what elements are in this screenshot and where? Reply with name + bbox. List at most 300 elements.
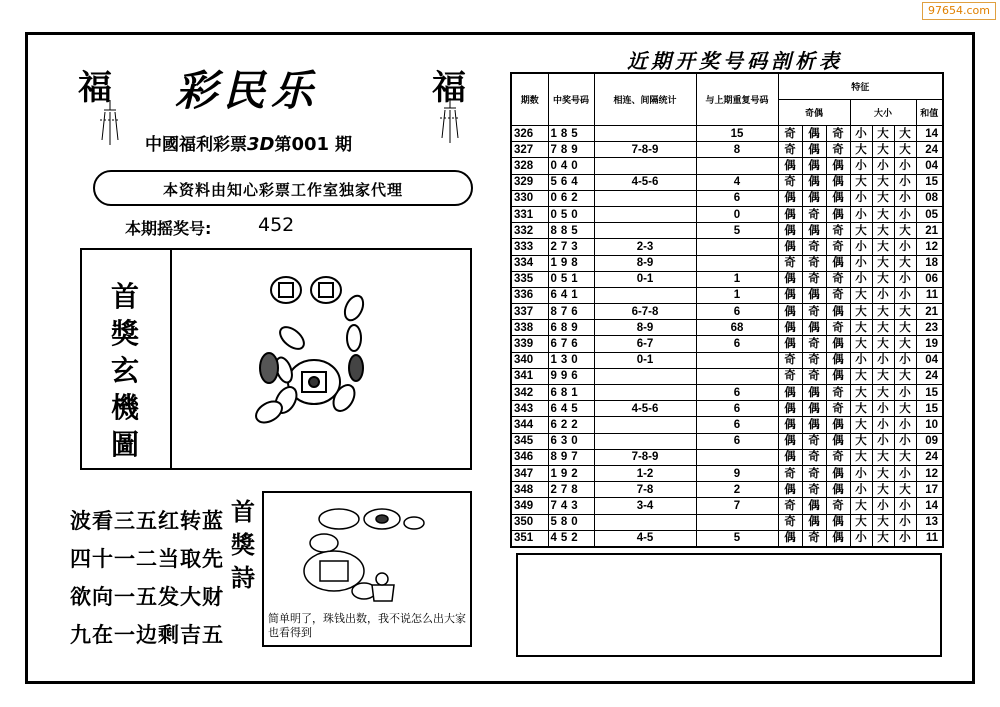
number-cell: 040 [548, 158, 594, 174]
odd-even-cell: 偶 [778, 271, 802, 287]
odd-even-cell: 奇 [802, 482, 826, 498]
odd-even-cell: 奇 [802, 352, 826, 368]
table-row [511, 352, 943, 368]
draw-number-label: 本期摇奖号: [125, 219, 212, 238]
pattern-cell: 0-1 [594, 271, 696, 287]
pattern-cell [594, 206, 696, 222]
odd-even-cell: 偶 [778, 530, 802, 547]
number-cell: 278 [548, 482, 594, 498]
odd-even-cell: 奇 [826, 401, 850, 417]
issue-cell: 327 [511, 142, 548, 158]
sum-cell: 21 [916, 223, 943, 239]
big-small-cell: 大 [894, 482, 916, 498]
big-small-cell: 小 [850, 206, 872, 222]
big-small-cell: 小 [894, 433, 916, 449]
odd-even-cell: 偶 [778, 158, 802, 174]
agency-banner: 本资料由知心彩票工作室独家代理 [93, 170, 473, 206]
big-small-cell: 大 [850, 320, 872, 336]
big-small-cell: 大 [894, 449, 916, 465]
table-row [511, 514, 943, 530]
odd-even-cell: 偶 [802, 190, 826, 206]
big-small-cell: 小 [850, 271, 872, 287]
big-small-cell: 大 [872, 271, 894, 287]
pattern-cell: 7-8-9 [594, 449, 696, 465]
big-small-cell: 小 [894, 514, 916, 530]
sum-cell: 24 [916, 368, 943, 384]
big-small-cell: 小 [894, 271, 916, 287]
big-small-cell: 小 [894, 190, 916, 206]
pattern-cell: 2-3 [594, 239, 696, 255]
big-small-cell: 大 [872, 304, 894, 320]
big-small-cell: 大 [850, 223, 872, 239]
coin-chain-illustration [174, 250, 470, 468]
repeat-cell: 68 [696, 320, 778, 336]
big-small-cell: 大 [872, 223, 894, 239]
table-title: 近期开奖号码剖析表 [627, 49, 843, 73]
big-small-cell: 小 [894, 385, 916, 401]
odd-even-cell: 偶 [778, 190, 802, 206]
header-number: 中奖号码 [548, 73, 594, 126]
odd-even-cell: 偶 [802, 126, 826, 142]
table-row [511, 206, 943, 222]
big-small-cell: 大 [872, 174, 894, 190]
odd-even-cell: 奇 [778, 352, 802, 368]
number-cell: 564 [548, 174, 594, 190]
issue-cell: 333 [511, 239, 548, 255]
odd-even-cell: 奇 [826, 271, 850, 287]
sum-cell: 05 [916, 206, 943, 222]
big-small-cell: 小 [872, 401, 894, 417]
table-row [511, 336, 943, 352]
pattern-cell: 8-9 [594, 320, 696, 336]
issue-cell: 347 [511, 465, 548, 481]
pattern-cell: 6-7-8 [594, 304, 696, 320]
big-small-cell: 大 [894, 255, 916, 271]
issue-cell: 328 [511, 158, 548, 174]
number-cell: 641 [548, 287, 594, 303]
big-small-cell: 大 [872, 449, 894, 465]
repeat-cell: 0 [696, 206, 778, 222]
sum-cell: 15 [916, 174, 943, 190]
number-cell: 885 [548, 223, 594, 239]
header-features: 特征 [778, 73, 943, 100]
odd-even-cell: 偶 [802, 401, 826, 417]
big-small-cell: 大 [850, 433, 872, 449]
table-row [511, 385, 943, 401]
big-small-cell: 小 [850, 255, 872, 271]
pattern-cell [594, 368, 696, 384]
odd-even-cell: 奇 [778, 126, 802, 142]
pattern-cell: 3-4 [594, 498, 696, 514]
poem-title-char: 首 [231, 497, 255, 526]
header-issue: 期数 [511, 73, 548, 126]
pattern-cell [594, 417, 696, 433]
big-small-cell: 大 [894, 401, 916, 417]
repeat-cell [696, 255, 778, 271]
issue-cell: 343 [511, 401, 548, 417]
repeat-cell: 6 [696, 401, 778, 417]
odd-even-cell: 偶 [778, 433, 802, 449]
odd-even-cell: 偶 [826, 336, 850, 352]
issue-cell: 349 [511, 498, 548, 514]
repeat-cell: 4 [696, 174, 778, 190]
repeat-cell: 6 [696, 417, 778, 433]
draw-analysis-table [510, 72, 944, 548]
table-row [511, 126, 943, 142]
issue-cell: 341 [511, 368, 548, 384]
table-row [511, 482, 943, 498]
issue-cell: 346 [511, 449, 548, 465]
big-small-cell: 小 [850, 239, 872, 255]
poem-line: 波看三五红转蓝 [70, 509, 224, 533]
big-small-cell: 大 [894, 223, 916, 239]
odd-even-cell: 偶 [778, 206, 802, 222]
big-small-cell: 大 [850, 368, 872, 384]
repeat-cell: 7 [696, 498, 778, 514]
big-small-cell: 大 [872, 239, 894, 255]
fu-left-char: 福 [78, 68, 112, 108]
table-row [511, 465, 943, 481]
sum-cell: 08 [916, 190, 943, 206]
number-cell: 689 [548, 320, 594, 336]
odd-even-cell: 奇 [778, 255, 802, 271]
odd-even-cell: 偶 [802, 417, 826, 433]
odd-even-cell: 奇 [778, 368, 802, 384]
big-small-cell: 大 [894, 304, 916, 320]
odd-even-cell: 奇 [826, 287, 850, 303]
big-small-cell: 大 [872, 368, 894, 384]
big-small-cell: 大 [872, 126, 894, 142]
big-small-cell: 小 [850, 126, 872, 142]
odd-even-cell: 偶 [778, 449, 802, 465]
table-row [511, 530, 943, 547]
sum-cell: 10 [916, 417, 943, 433]
number-cell: 676 [548, 336, 594, 352]
table-row [511, 142, 943, 158]
odd-even-cell: 偶 [802, 223, 826, 239]
repeat-cell: 5 [696, 530, 778, 547]
big-small-cell: 小 [894, 206, 916, 222]
poem-note: 简单明了，珠钱出数，我不说怎么出大家也看得到 [268, 612, 466, 639]
odd-even-cell: 奇 [826, 498, 850, 514]
big-small-cell: 大 [872, 530, 894, 547]
odd-even-cell: 偶 [778, 482, 802, 498]
odd-even-cell: 偶 [826, 352, 850, 368]
subtitle-issue-suffix: 期 [334, 135, 352, 155]
odd-even-cell: 偶 [826, 514, 850, 530]
page-title: 彩民乐 [175, 66, 320, 115]
odd-even-cell: 偶 [802, 498, 826, 514]
pattern-cell: 4-5 [594, 530, 696, 547]
repeat-cell: 1 [696, 287, 778, 303]
issue-cell: 339 [511, 336, 548, 352]
big-small-cell: 小 [850, 352, 872, 368]
poem-title [228, 495, 258, 594]
subtitle-issue: 001 [291, 134, 330, 155]
odd-even-cell: 偶 [778, 336, 802, 352]
odd-even-cell: 偶 [826, 465, 850, 481]
sum-cell: 12 [916, 239, 943, 255]
odd-even-cell: 偶 [778, 287, 802, 303]
odd-even-cell: 奇 [826, 449, 850, 465]
big-small-cell: 大 [872, 336, 894, 352]
sum-cell: 14 [916, 498, 943, 514]
odd-even-cell: 偶 [778, 417, 802, 433]
pattern-cell: 1-2 [594, 465, 696, 481]
odd-even-cell: 偶 [826, 190, 850, 206]
odd-even-cell: 偶 [802, 174, 826, 190]
issue-cell: 340 [511, 352, 548, 368]
poem-line: 九在一边剩吉五 [70, 623, 224, 647]
pattern-cell: 7-8 [594, 482, 696, 498]
big-small-cell: 大 [850, 336, 872, 352]
table-row [511, 433, 943, 449]
table-row [511, 304, 943, 320]
big-small-cell: 大 [850, 514, 872, 530]
sum-cell: 11 [916, 530, 943, 547]
number-cell: 130 [548, 352, 594, 368]
big-small-cell: 小 [872, 287, 894, 303]
issue-cell: 329 [511, 174, 548, 190]
issue-cell: 348 [511, 482, 548, 498]
big-small-cell: 大 [850, 287, 872, 303]
big-small-cell: 大 [894, 368, 916, 384]
table-row [511, 271, 943, 287]
pattern-cell [594, 190, 696, 206]
odd-even-cell: 奇 [826, 239, 850, 255]
odd-even-cell: 奇 [826, 223, 850, 239]
odd-even-cell: 奇 [802, 255, 826, 271]
odd-even-cell: 偶 [826, 368, 850, 384]
sum-cell: 18 [916, 255, 943, 271]
pattern-cell [594, 385, 696, 401]
big-small-cell: 小 [872, 433, 894, 449]
table-body [511, 126, 943, 547]
lottery-subtitle [145, 130, 352, 155]
xuanji-label [97, 278, 153, 463]
number-cell: 062 [548, 190, 594, 206]
poem-coin-illustration [264, 493, 470, 611]
big-small-cell: 小 [872, 498, 894, 514]
big-small-cell: 大 [872, 190, 894, 206]
repeat-cell: 6 [696, 433, 778, 449]
odd-even-cell: 奇 [802, 465, 826, 481]
repeat-cell [696, 514, 778, 530]
odd-even-cell: 奇 [802, 368, 826, 384]
number-cell: 185 [548, 126, 594, 142]
big-small-cell: 大 [850, 449, 872, 465]
sum-cell: 24 [916, 449, 943, 465]
repeat-cell: 6 [696, 336, 778, 352]
poem-line: 四十一二当取先 [70, 547, 224, 571]
header-big-small: 大小 [850, 100, 916, 126]
odd-even-cell: 奇 [826, 385, 850, 401]
big-small-cell: 大 [894, 336, 916, 352]
big-small-cell: 大 [850, 174, 872, 190]
odd-even-cell: 偶 [826, 304, 850, 320]
header-odd-even: 奇偶 [778, 100, 850, 126]
odd-even-cell: 奇 [802, 206, 826, 222]
repeat-cell [696, 368, 778, 384]
odd-even-cell: 奇 [826, 320, 850, 336]
number-cell: 743 [548, 498, 594, 514]
odd-even-cell: 奇 [802, 530, 826, 547]
sum-cell: 04 [916, 352, 943, 368]
xuanji-label-char: 玄 [110, 354, 139, 387]
sum-cell: 17 [916, 482, 943, 498]
odd-even-cell: 偶 [802, 158, 826, 174]
big-small-cell: 大 [872, 320, 894, 336]
repeat-cell: 15 [696, 126, 778, 142]
poem-title-char: 詩 [231, 563, 255, 592]
xuanji-label-char: 機 [110, 391, 139, 424]
odd-even-cell: 奇 [778, 142, 802, 158]
repeat-cell [696, 239, 778, 255]
lantern-right-icon [430, 98, 470, 158]
number-cell: 622 [548, 417, 594, 433]
big-small-cell: 小 [894, 498, 916, 514]
header-pattern: 相连、间隔统计 [594, 73, 696, 126]
big-small-cell: 大 [850, 142, 872, 158]
pattern-cell: 4-5-6 [594, 401, 696, 417]
sum-cell: 21 [916, 304, 943, 320]
issue-cell: 326 [511, 126, 548, 142]
big-small-cell: 大 [872, 255, 894, 271]
big-small-cell: 小 [894, 352, 916, 368]
odd-even-cell: 偶 [778, 385, 802, 401]
odd-even-cell: 偶 [826, 206, 850, 222]
sum-cell: 09 [916, 433, 943, 449]
pattern-cell [594, 287, 696, 303]
odd-even-cell: 奇 [778, 174, 802, 190]
blank-notes-box [516, 553, 942, 657]
big-small-cell: 小 [894, 530, 916, 547]
repeat-cell: 1 [696, 271, 778, 287]
sum-cell: 04 [916, 158, 943, 174]
issue-cell: 331 [511, 206, 548, 222]
issue-cell: 345 [511, 433, 548, 449]
table-row [511, 158, 943, 174]
big-small-cell: 小 [894, 239, 916, 255]
big-small-cell: 大 [850, 401, 872, 417]
big-small-cell: 大 [850, 304, 872, 320]
big-small-cell: 小 [894, 174, 916, 190]
repeat-cell: 8 [696, 142, 778, 158]
number-cell: 580 [548, 514, 594, 530]
pattern-cell [594, 433, 696, 449]
pattern-cell: 4-5-6 [594, 174, 696, 190]
odd-even-cell: 奇 [802, 304, 826, 320]
odd-even-cell: 偶 [826, 158, 850, 174]
repeat-cell [696, 158, 778, 174]
xuanji-label-char: 圖 [110, 428, 139, 461]
xuanji-label-char: 首 [110, 280, 139, 313]
number-cell: 897 [548, 449, 594, 465]
sum-cell: 15 [916, 401, 943, 417]
odd-even-cell: 奇 [802, 239, 826, 255]
sum-cell: 23 [916, 320, 943, 336]
odd-even-cell: 奇 [802, 433, 826, 449]
big-small-cell: 小 [894, 287, 916, 303]
big-small-cell: 小 [872, 352, 894, 368]
big-small-cell: 大 [872, 385, 894, 401]
table-row [511, 255, 943, 271]
big-small-cell: 小 [850, 482, 872, 498]
number-cell: 050 [548, 206, 594, 222]
issue-cell: 334 [511, 255, 548, 271]
big-small-cell: 小 [872, 417, 894, 433]
big-small-cell: 小 [894, 158, 916, 174]
sum-cell: 12 [916, 465, 943, 481]
table-row [511, 239, 943, 255]
odd-even-cell: 偶 [826, 174, 850, 190]
number-cell: 789 [548, 142, 594, 158]
big-small-cell: 大 [872, 206, 894, 222]
odd-even-cell: 偶 [778, 304, 802, 320]
site-watermark: 97654.com [922, 2, 996, 20]
odd-even-cell: 奇 [802, 336, 826, 352]
odd-even-cell: 偶 [802, 320, 826, 336]
table-row [511, 401, 943, 417]
number-cell: 192 [548, 465, 594, 481]
table-row [511, 368, 943, 384]
issue-cell: 350 [511, 514, 548, 530]
issue-cell: 344 [511, 417, 548, 433]
pattern-cell [594, 126, 696, 142]
repeat-cell [696, 449, 778, 465]
xuanji-label-char: 獎 [110, 317, 139, 350]
table-row [511, 190, 943, 206]
repeat-cell: 2 [696, 482, 778, 498]
repeat-cell: 5 [696, 223, 778, 239]
number-cell: 630 [548, 433, 594, 449]
sum-cell: 13 [916, 514, 943, 530]
number-cell: 452 [548, 530, 594, 547]
odd-even-cell: 奇 [778, 514, 802, 530]
odd-even-cell: 奇 [778, 498, 802, 514]
big-small-cell: 大 [850, 385, 872, 401]
table-row [511, 174, 943, 190]
subtitle-issue-prefix: 第 [274, 135, 292, 155]
table-row [511, 287, 943, 303]
big-small-cell: 大 [894, 126, 916, 142]
big-small-cell: 小 [894, 417, 916, 433]
odd-even-cell: 偶 [778, 401, 802, 417]
repeat-cell: 6 [696, 190, 778, 206]
pattern-cell [594, 514, 696, 530]
sum-cell: 11 [916, 287, 943, 303]
sum-cell: 06 [916, 271, 943, 287]
issue-cell: 330 [511, 190, 548, 206]
odd-even-cell: 偶 [826, 433, 850, 449]
issue-cell: 336 [511, 287, 548, 303]
sum-cell: 15 [916, 385, 943, 401]
pattern-cell [594, 223, 696, 239]
issue-cell: 332 [511, 223, 548, 239]
repeat-cell [696, 352, 778, 368]
fu-right-char: 福 [432, 68, 466, 108]
big-small-cell: 大 [872, 482, 894, 498]
table-row [511, 498, 943, 514]
number-cell: 876 [548, 304, 594, 320]
big-small-cell: 大 [872, 142, 894, 158]
lantern-left-icon [90, 100, 130, 160]
poem-line: 欲向一五发大财 [70, 585, 224, 609]
big-small-cell: 小 [850, 190, 872, 206]
number-cell: 273 [548, 239, 594, 255]
repeat-cell: 6 [696, 385, 778, 401]
pattern-cell: 6-7 [594, 336, 696, 352]
